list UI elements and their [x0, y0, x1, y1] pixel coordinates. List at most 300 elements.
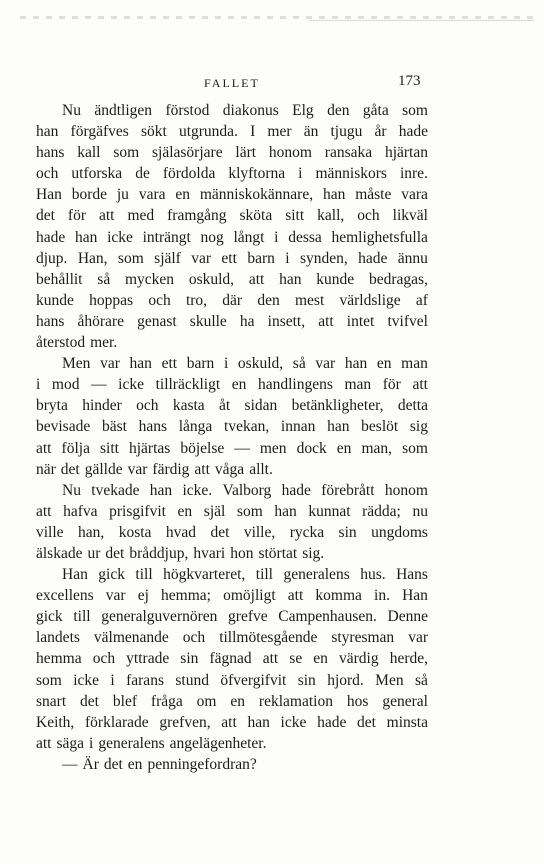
word: general — [382, 692, 428, 710]
word: han — [327, 418, 350, 436]
word: Men — [375, 671, 404, 689]
word: återstod — [36, 334, 86, 352]
word: se — [289, 650, 303, 668]
text-line — [36, 290, 428, 311]
word: den — [327, 102, 350, 119]
text-line — [36, 691, 428, 712]
word: öfvergifvit — [220, 671, 287, 689]
word: Nu — [62, 481, 81, 499]
word: icke — [107, 228, 133, 246]
word: komma — [315, 587, 362, 605]
text-line — [36, 459, 428, 480]
word: barn — [186, 355, 215, 373]
word: gick — [36, 608, 63, 626]
text-line — [36, 163, 428, 184]
word: själasörjare — [152, 144, 223, 162]
word: och — [136, 397, 159, 415]
word: de — [135, 165, 150, 183]
word: tillmötesgående — [219, 629, 318, 647]
word: han — [36, 123, 59, 141]
text-line — [36, 205, 428, 226]
text-line — [36, 142, 428, 163]
word: fägnad — [209, 650, 252, 668]
text-line — [36, 248, 428, 269]
word: grefve — [228, 608, 268, 626]
word: det — [80, 692, 99, 710]
word: intet — [346, 312, 375, 330]
word: hade — [36, 228, 66, 246]
word: diakonus — [222, 102, 279, 119]
word: yttrade — [126, 650, 170, 668]
word: hemlighetsfulla — [331, 228, 428, 246]
word: tvekan, — [224, 418, 270, 436]
word: hans — [36, 312, 65, 330]
word: det — [210, 523, 230, 541]
word: rycka — [289, 523, 325, 541]
word: djup. — [36, 249, 68, 267]
word: kosta — [118, 523, 152, 541]
word: icke. — [182, 481, 213, 499]
word: oskuld, — [188, 270, 235, 288]
text-line — [36, 648, 428, 669]
word: förgäfves — [70, 123, 129, 141]
word: åhörare — [77, 312, 124, 330]
word: men — [259, 439, 287, 457]
word: innan — [280, 418, 316, 436]
running-header — [0, 73, 544, 96]
word: minsta — [386, 713, 428, 731]
word: Valborg — [222, 481, 272, 499]
word: i — [274, 228, 279, 246]
word: det — [103, 755, 123, 773]
word: kunde — [316, 270, 355, 288]
word: han — [274, 502, 297, 520]
word: Elg — [292, 102, 314, 119]
word: ungdoms — [371, 523, 428, 541]
word: sin — [338, 523, 357, 541]
word: och — [148, 291, 171, 309]
word: hemma; — [161, 587, 211, 605]
word: hade — [358, 249, 388, 267]
word: som — [36, 671, 62, 689]
word: och — [182, 629, 206, 647]
text-line — [36, 754, 428, 775]
word: i — [223, 355, 229, 373]
word: sin — [180, 650, 199, 668]
word: så — [97, 270, 111, 288]
word: hinder — [82, 397, 122, 415]
running-title: FALLET — [204, 76, 260, 90]
text-line — [36, 712, 428, 733]
word: dessa — [288, 228, 322, 246]
word: för — [67, 207, 86, 225]
word: tvifvel — [387, 312, 428, 330]
word: beslöt — [361, 418, 399, 436]
word: förklarade — [85, 713, 149, 731]
word: om — [196, 692, 217, 710]
word: kall — [77, 144, 101, 162]
text-line — [36, 522, 428, 543]
word: mest — [294, 291, 325, 309]
word: landets — [36, 629, 80, 647]
word: långt — [233, 228, 265, 246]
word: som — [117, 249, 144, 267]
word: snart — [36, 692, 67, 710]
word: Är — [82, 755, 99, 773]
word: ett — [161, 355, 178, 373]
word: för — [382, 376, 401, 394]
word: man — [401, 355, 428, 373]
word: var — [408, 629, 428, 647]
word: honom — [268, 144, 312, 162]
word: nog — [200, 228, 224, 246]
word: älskade — [36, 544, 83, 562]
word: hafva — [63, 502, 98, 520]
word: ej — [137, 587, 149, 605]
word: framgång — [167, 207, 227, 225]
word: gåta — [362, 102, 389, 119]
word: tjugu — [330, 123, 363, 141]
word: måste — [355, 186, 392, 204]
word: kall, — [317, 207, 345, 225]
word: sköta — [239, 207, 273, 225]
word: sin — [297, 671, 316, 689]
word: som — [236, 502, 263, 520]
word: han, — [78, 523, 105, 541]
word: inträngt — [142, 228, 191, 246]
word: handlingens — [257, 376, 333, 394]
word: var — [127, 460, 148, 478]
word: barn — [247, 249, 275, 267]
word: själ — [203, 502, 226, 520]
word: en — [230, 692, 246, 710]
word: hoppas — [89, 291, 134, 309]
word: var — [315, 355, 336, 373]
word: själf — [154, 249, 181, 267]
text-line — [36, 227, 428, 248]
word: värdig — [339, 650, 379, 668]
word: hus. — [360, 566, 386, 584]
word: han — [279, 270, 302, 288]
word: prisgifvit — [109, 502, 166, 520]
word: likväl — [392, 207, 428, 225]
word: människokännare, — [199, 186, 314, 204]
word: en — [175, 186, 190, 204]
word: att — [221, 713, 237, 731]
word: en — [376, 355, 392, 373]
word: det — [60, 460, 80, 478]
word: var — [105, 587, 126, 605]
word: sitt — [100, 439, 119, 457]
word: till — [73, 608, 91, 626]
word: högkvarteret, — [163, 566, 246, 584]
word: så — [292, 355, 306, 373]
word: sitt — [285, 207, 305, 225]
word: gick — [98, 566, 125, 584]
word: hade — [281, 481, 311, 499]
word: af — [415, 291, 428, 309]
word: sig — [409, 418, 428, 436]
word: människors — [315, 165, 387, 183]
word: i — [285, 249, 290, 267]
word: så — [414, 671, 428, 689]
word: som — [402, 439, 428, 457]
scan-artifact-rule — [310, 20, 534, 21]
word: ransaka — [324, 144, 373, 162]
word: oskuld, — [237, 355, 284, 373]
word: styresman — [331, 629, 395, 647]
word: att — [36, 734, 52, 752]
text-line — [36, 564, 428, 585]
text-line — [36, 606, 428, 627]
word: fråga — [150, 692, 183, 710]
word: än — [303, 123, 319, 141]
word: bråddjup, — [129, 544, 189, 562]
word: att — [287, 587, 304, 605]
word: tillräckligt — [155, 376, 221, 394]
word: ännu — [397, 249, 428, 267]
word: lärt — [235, 144, 257, 162]
word: säga — [56, 734, 85, 752]
text-line — [36, 311, 428, 332]
word: excellens — [36, 587, 94, 605]
word: i — [89, 734, 94, 752]
text-line — [36, 416, 428, 437]
word: kunnat — [308, 502, 351, 520]
word: detta — [397, 397, 428, 415]
word: en — [231, 376, 247, 394]
word: icke — [280, 713, 307, 731]
scan-artifact-top — [20, 16, 534, 19]
word: det — [36, 207, 55, 225]
word: skulle — [189, 312, 227, 330]
word: var — [191, 249, 212, 267]
word: Hans — [396, 566, 428, 584]
text-line — [36, 543, 428, 564]
word: reklamation — [258, 692, 333, 710]
word: störtat — [258, 544, 298, 562]
word: när — [36, 460, 56, 478]
word: utforska — [71, 165, 123, 183]
word: och — [92, 650, 116, 668]
text-line — [36, 670, 428, 691]
word: han — [129, 355, 152, 373]
text-line — [36, 121, 428, 142]
word: han — [149, 481, 173, 499]
word: mer — [267, 123, 292, 141]
word: icke — [118, 376, 144, 394]
word: hjärtan — [384, 144, 428, 162]
word: vara — [401, 186, 428, 204]
word: hvari — [193, 544, 226, 562]
word: hvad — [165, 523, 196, 541]
word: genast — [137, 312, 177, 330]
word: — — [91, 376, 107, 394]
word: utgrunda. — [178, 123, 238, 141]
word: icke — [73, 671, 100, 689]
text-line — [36, 395, 428, 416]
word: Keith, — [36, 713, 75, 731]
word: in. — [374, 587, 390, 605]
word: åt — [219, 397, 231, 415]
word: inre. — [399, 165, 428, 183]
word: allt. — [249, 460, 273, 478]
word: som — [402, 102, 428, 119]
text-line — [36, 374, 428, 395]
word: att — [36, 439, 52, 457]
word: hade — [317, 713, 347, 731]
word: klyftorna — [228, 165, 286, 183]
word: kasta — [172, 397, 205, 415]
word: han — [247, 713, 270, 731]
word: — — [234, 439, 250, 457]
word: hos — [346, 692, 369, 710]
word: sökt — [140, 123, 167, 141]
word: att — [248, 270, 265, 288]
word: sidan — [244, 397, 278, 415]
word: att — [98, 207, 115, 225]
word: och — [36, 165, 59, 183]
word: våga — [214, 460, 245, 478]
word: att — [412, 376, 428, 394]
word: att — [318, 312, 334, 330]
word: Han — [36, 186, 62, 204]
word: han — [74, 228, 98, 246]
word: mod — [51, 376, 80, 394]
text-line — [36, 100, 428, 121]
word: insett, — [267, 312, 306, 330]
word: Campenhausen. — [278, 608, 377, 626]
word: var — [100, 355, 120, 373]
word: farans — [126, 671, 164, 689]
word: förebrått — [321, 481, 375, 499]
word: bevisade — [36, 418, 91, 436]
word: ju — [116, 186, 129, 204]
word: hans — [138, 418, 168, 436]
word: följa — [61, 439, 90, 457]
word: Men — [62, 355, 91, 373]
word: böjelse — [180, 439, 225, 457]
word: en — [313, 650, 328, 668]
word: ett — [221, 249, 237, 267]
word: att — [194, 460, 210, 478]
text-line — [36, 438, 428, 459]
word: och — [357, 207, 380, 225]
page-number: 173 — [398, 73, 421, 89]
word: välmenande — [93, 629, 169, 647]
text-line — [36, 501, 428, 522]
word: vara — [138, 186, 166, 204]
word: herde, — [389, 650, 428, 668]
word: behållit — [36, 270, 83, 288]
word: borde — [71, 186, 107, 204]
word: — — [62, 755, 78, 773]
word: det — [357, 713, 376, 731]
word: en — [336, 439, 352, 457]
word: hans — [36, 144, 65, 162]
word: där — [222, 291, 243, 309]
word: en — [177, 502, 193, 520]
word: tvekade — [91, 481, 140, 499]
word: i — [110, 671, 115, 689]
word: till — [255, 566, 273, 584]
word: man, — [361, 439, 393, 457]
word: rädda; — [362, 502, 401, 520]
word: långa — [178, 418, 213, 436]
word: förstod — [165, 102, 210, 119]
word: hade — [398, 123, 428, 141]
word: fördolda — [162, 165, 216, 183]
word: Han — [402, 587, 428, 605]
word: ha — [239, 312, 255, 330]
word: år — [374, 123, 387, 141]
word: Nu — [62, 102, 81, 119]
word: sig. — [302, 544, 325, 562]
word: Han — [62, 566, 88, 584]
text-line — [36, 480, 428, 501]
word: generalens — [283, 566, 350, 584]
word: man — [344, 376, 372, 394]
word: generalguvernören — [101, 608, 218, 626]
word: Denne — [387, 608, 428, 626]
word: i — [298, 165, 303, 183]
word: bryta — [36, 397, 68, 415]
word: att — [36, 502, 52, 520]
word: grefven, — [159, 713, 211, 731]
word: i — [36, 376, 41, 394]
word: ur — [87, 544, 101, 562]
word: hjärtas — [129, 439, 171, 457]
word: blef — [112, 692, 137, 710]
word: världslige — [339, 291, 401, 309]
word: omöjligt — [223, 587, 276, 605]
word: betänkligheter, — [291, 397, 384, 415]
word: hemma — [36, 650, 82, 668]
word: gällde — [84, 460, 123, 478]
word: hon — [230, 544, 254, 562]
word: nu — [412, 502, 428, 520]
word: ville, — [243, 523, 276, 541]
text-line — [36, 184, 428, 205]
text-line — [36, 585, 428, 606]
word: kunde — [36, 291, 74, 309]
word: bäst — [101, 418, 127, 436]
text-line — [36, 269, 428, 290]
text-line — [36, 733, 428, 754]
word: till — [135, 566, 153, 584]
word: ändtligen — [94, 102, 153, 119]
word: mycken — [124, 270, 175, 288]
word: tro, — [185, 291, 208, 309]
word: en — [127, 755, 143, 773]
word: dock — [296, 439, 327, 457]
word: färdig — [152, 460, 190, 478]
text-line — [36, 627, 428, 648]
word: stund — [175, 671, 209, 689]
word: Han, — [77, 249, 108, 267]
word: att — [262, 650, 279, 668]
word: penningefordran? — [147, 755, 257, 773]
word: med — [127, 207, 155, 225]
word: det — [105, 544, 125, 562]
text-line — [36, 332, 428, 353]
word: generalens — [98, 734, 165, 752]
word: som — [113, 144, 140, 162]
word: bedragas, — [368, 270, 428, 288]
word: synden, — [299, 249, 348, 267]
word: ville — [36, 523, 64, 541]
text-line — [36, 353, 428, 374]
